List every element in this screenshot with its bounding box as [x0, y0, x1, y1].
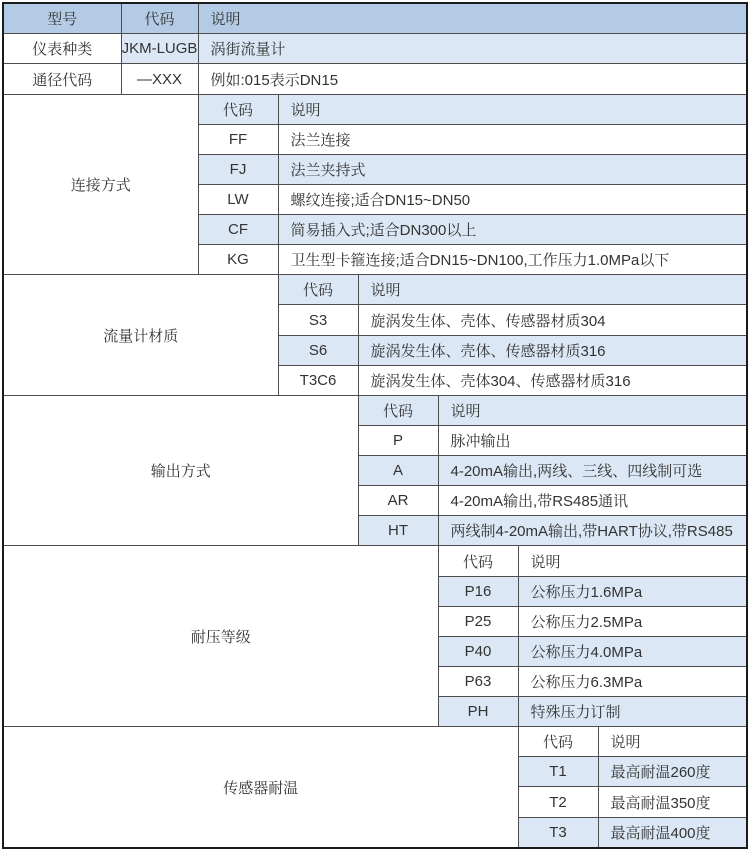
- section-label-cell: 连接方式: [3, 94, 198, 275]
- code-cell: —XXX: [121, 64, 198, 94]
- sub-code-header-cell: 代码: [518, 727, 598, 757]
- desc-cell: 法兰连接: [278, 124, 747, 154]
- desc-cell: 旋涡发生体、壳体304、传感器材质316: [358, 365, 747, 395]
- desc-cell: 旋涡发生体、壳体、传感器材质304: [358, 305, 747, 335]
- table-row: [3, 64, 747, 94]
- desc-cell: 4-20mA输出,两线、三线、四线制可选: [438, 456, 747, 486]
- header-desc-cell: 说明: [198, 3, 747, 34]
- code-cell: P40: [438, 636, 518, 666]
- desc-cell: 最高耐温260度: [598, 757, 747, 787]
- code-cell: P25: [438, 606, 518, 636]
- code-cell: P: [358, 425, 438, 455]
- code-cell: T1: [518, 757, 598, 787]
- desc-cell: 涡街流量计: [198, 34, 747, 64]
- sub-code-header-cell: 代码: [358, 395, 438, 425]
- code-cell: KG: [198, 245, 278, 275]
- code-cell: CF: [198, 215, 278, 245]
- desc-cell: 法兰夹持式: [278, 154, 747, 184]
- desc-cell: 卫生型卡箍连接;适合DN15~DN100,工作压力1.0MPa以下: [278, 245, 747, 275]
- code-cell: FF: [198, 124, 278, 154]
- code-cell: HT: [358, 516, 438, 546]
- desc-cell: 最高耐温400度: [598, 817, 747, 848]
- code-cell: AR: [358, 486, 438, 516]
- desc-cell: 两线制4-20mA输出,带HART协议,带RS485: [438, 516, 747, 546]
- code-cell: S3: [278, 305, 358, 335]
- desc-cell: 公称压力4.0MPa: [518, 636, 747, 666]
- row-label-cell: 仪表种类: [3, 34, 121, 64]
- code-cell: T3C6: [278, 365, 358, 395]
- code-cell: T3: [518, 817, 598, 848]
- desc-cell: 简易插入式;适合DN300以上: [278, 215, 747, 245]
- header-code-cell: 代码: [121, 3, 198, 34]
- sub-code-header-cell: 代码: [438, 546, 518, 576]
- section-label-cell: 输出方式: [3, 395, 358, 546]
- desc-cell: 特殊压力订制: [518, 697, 747, 727]
- desc-cell: 公称压力1.6MPa: [518, 576, 747, 606]
- sub-desc-header-cell: 说明: [518, 546, 747, 576]
- code-cell: S6: [278, 335, 358, 365]
- section-header-row: [3, 395, 747, 425]
- code-cell: P16: [438, 576, 518, 606]
- section-header-row: [3, 546, 747, 576]
- code-cell: P63: [438, 666, 518, 696]
- sub-code-header-cell: 代码: [278, 275, 358, 305]
- section-label-cell: 传感器耐温: [3, 727, 518, 848]
- code-cell: PH: [438, 697, 518, 727]
- sub-desc-header-cell: 说明: [598, 727, 747, 757]
- model-selection-table: [2, 2, 748, 849]
- row-label-cell: 通径代码: [3, 64, 121, 94]
- code-cell: A: [358, 456, 438, 486]
- section-header-row: [3, 94, 747, 124]
- code-cell: FJ: [198, 154, 278, 184]
- table-row: [3, 34, 747, 64]
- code-cell: T2: [518, 787, 598, 817]
- section-header-row: [3, 275, 747, 305]
- sub-desc-header-cell: 说明: [278, 94, 747, 124]
- desc-cell: 脉冲输出: [438, 425, 747, 455]
- code-cell: JKM-LUGB: [121, 34, 198, 64]
- desc-cell: 4-20mA输出,带RS485通讯: [438, 486, 747, 516]
- code-cell: LW: [198, 184, 278, 214]
- table-header-row: [3, 3, 747, 34]
- sub-desc-header-cell: 说明: [358, 275, 747, 305]
- desc-cell: 旋涡发生体、壳体、传感器材质316: [358, 335, 747, 365]
- section-label-cell: 流量计材质: [3, 275, 278, 396]
- desc-cell: 公称压力6.3MPa: [518, 666, 747, 696]
- sub-code-header-cell: 代码: [198, 94, 278, 124]
- section-header-row: [3, 727, 747, 757]
- section-label-cell: 耐压等级: [3, 546, 438, 727]
- desc-cell: 最高耐温350度: [598, 787, 747, 817]
- sub-desc-header-cell: 说明: [438, 395, 747, 425]
- header-model-cell: 型号: [3, 3, 121, 34]
- desc-cell: 例如:015表示DN15: [198, 64, 747, 94]
- desc-cell: 螺纹连接;适合DN15~DN50: [278, 184, 747, 214]
- desc-cell: 公称压力2.5MPa: [518, 606, 747, 636]
